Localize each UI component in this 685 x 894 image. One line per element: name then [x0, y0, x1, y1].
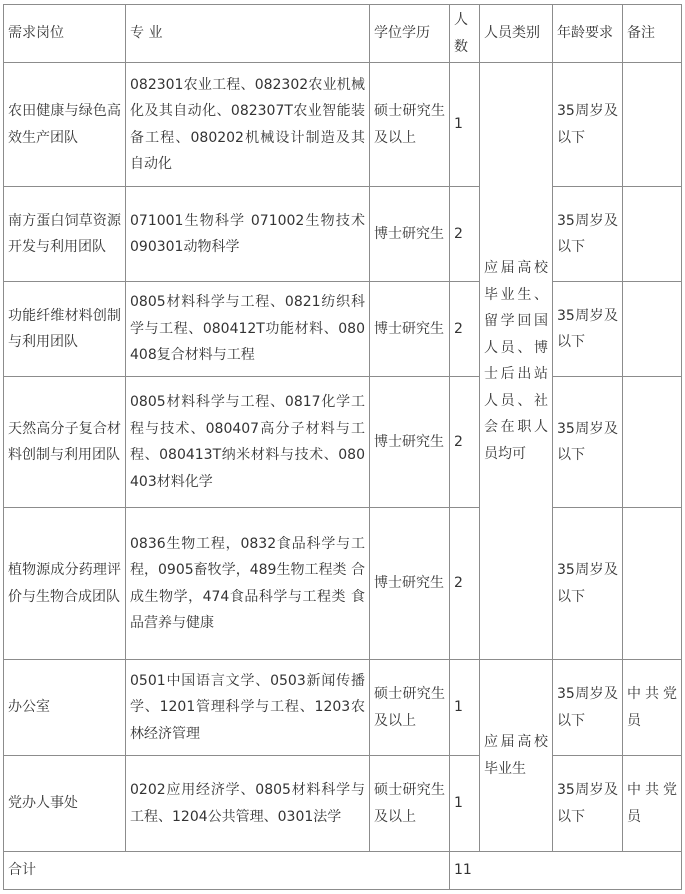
- major-cell: 0836生物工程，0832食品科学与工程，0905畜牧学，489生物工程类 合成生物学，474食品科学与工程类 食品营养与健康: [126, 508, 370, 660]
- position-cell: 植物源成分药理评价与生物合成团队: [4, 508, 126, 660]
- degree-cell: 博士研究生: [370, 187, 450, 282]
- degree-cell: 硕士研究生及以上: [370, 756, 450, 852]
- age-cell: 35周岁及以下: [553, 660, 623, 756]
- position-cell: 办公室: [4, 660, 126, 756]
- recruitment-table: [3, 4, 682, 890]
- count-cell: 2: [450, 282, 480, 377]
- header-degree: 学位学历: [370, 5, 450, 63]
- note-cell: [623, 63, 682, 187]
- major-cell: 0805材料科学与工程、0821纺织科学与工程、080412T功能材料、080408复合材料与工程: [126, 282, 370, 377]
- table-row: [4, 282, 682, 377]
- total-row: [4, 852, 682, 890]
- degree-cell: 博士研究生: [370, 282, 450, 377]
- note-cell: 中共党员: [623, 660, 682, 756]
- header-position: 需求岗位: [4, 5, 126, 63]
- note-cell: [623, 508, 682, 660]
- position-cell: 党办人事处: [4, 756, 126, 852]
- major-cell: 082301农业工程、082302农业机械化及其自动化、082307T农业智能装备工程、080202机械设计制造及其自动化: [126, 63, 370, 187]
- major-cell: 071001生物科学 071002生物技术 090301动物科学: [126, 187, 370, 282]
- age-cell: 35周岁及以下: [553, 63, 623, 187]
- count-cell: 2: [450, 187, 480, 282]
- age-cell: 35周岁及以下: [553, 282, 623, 377]
- total-label: 合计: [4, 852, 450, 890]
- age-cell: 35周岁及以下: [553, 187, 623, 282]
- table-row: [4, 756, 682, 852]
- count-cell: 2: [450, 377, 480, 508]
- table-row: [4, 63, 682, 187]
- count-cell: 1: [450, 660, 480, 756]
- header-age: 年龄要求: [553, 5, 623, 63]
- category-cell-group-a: 应届高校毕业生、留学回国人员、博士后出站人员、社会在职人员均可: [480, 63, 553, 660]
- table-row: [4, 660, 682, 756]
- position-cell: 功能纤维材料创制与利用团队: [4, 282, 126, 377]
- note-cell: [623, 187, 682, 282]
- degree-cell: 博士研究生: [370, 377, 450, 508]
- degree-cell: 硕士研究生及以上: [370, 63, 450, 187]
- count-cell: 1: [450, 756, 480, 852]
- position-cell: 农田健康与绿色高效生产团队: [4, 63, 126, 187]
- table-row: [4, 187, 682, 282]
- category-cell-group-b: 应届高校毕业生: [480, 660, 553, 852]
- major-cell: 0501中国语言文学、0503新闻传播学、1201管理科学与工程、1203农林经济管理: [126, 660, 370, 756]
- table-row: [4, 377, 682, 508]
- major-cell: 0805材料科学与工程、0817化学工程与技术、080407高分子材料与工程、080413T纳米材料与技术、080403材料化学: [126, 377, 370, 508]
- table-row: [4, 508, 682, 660]
- position-cell: 天然高分子复合材料创制与利用团队: [4, 377, 126, 508]
- position-cell: 南方蛋白饲草资源开发与利用团队: [4, 187, 126, 282]
- table-header-row: [4, 5, 682, 63]
- age-cell: 35周岁及以下: [553, 377, 623, 508]
- note-cell: [623, 377, 682, 508]
- note-cell: 中共党员: [623, 756, 682, 852]
- total-count: 11: [450, 852, 682, 890]
- major-cell: 0202应用经济学、0805材料科学与工程、1204公共管理、0301法学: [126, 756, 370, 852]
- degree-cell: 硕士研究生及以上: [370, 660, 450, 756]
- header-count: 人数: [450, 5, 480, 63]
- count-cell: 2: [450, 508, 480, 660]
- count-cell: 1: [450, 63, 480, 187]
- header-category: 人员类别: [480, 5, 553, 63]
- age-cell: 35周岁及以下: [553, 756, 623, 852]
- note-cell: [623, 282, 682, 377]
- age-cell: 35周岁及以下: [553, 508, 623, 660]
- degree-cell: 博士研究生: [370, 508, 450, 660]
- header-note: 备注: [623, 5, 682, 63]
- header-major: 专 业: [126, 5, 370, 63]
